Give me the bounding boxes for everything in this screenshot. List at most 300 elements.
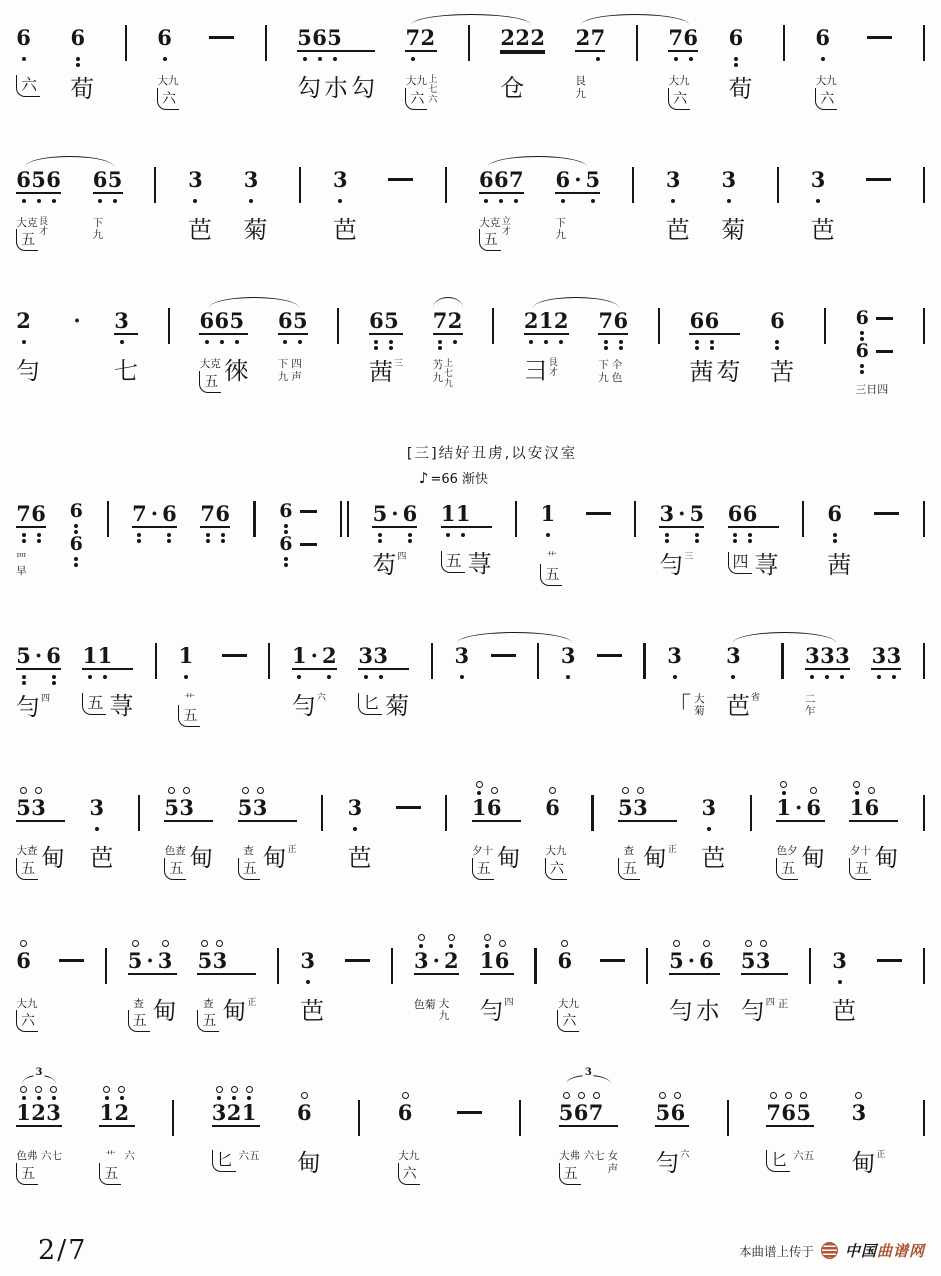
digits-row [701,795,725,822]
note-group [16,1067,62,1185]
digits-row [128,948,177,975]
tablature-text: 六五 [238,1150,260,1162]
section-label: [三]结好丑虏,以安汉室 [406,446,578,462]
lower-dots [114,335,129,349]
upper-marks [670,1092,685,1100]
score-system [16,440,925,586]
tablature-text: 茜 [827,551,852,579]
barline [727,1100,729,1136]
tablature-text: 六五 [793,1150,815,1162]
note-group [545,775,567,880]
note-digit: 6 [214,308,230,333]
lower-dots-row [89,822,113,836]
upper-marks [699,940,714,948]
note-digit: 3 [31,795,46,820]
note-group [555,158,600,242]
digits-row [333,167,357,194]
upper-marks-row [728,16,752,25]
tablature-text: 朩 [324,74,349,102]
tablature-side-char: 三 [684,552,694,562]
note-digit: 6 [16,947,31,973]
tablature-glyph-main [701,845,725,871]
octave-dot-low [37,539,41,543]
tablature-row [99,1150,135,1185]
digits-row [405,25,437,52]
harmonic-ring [770,1092,777,1099]
digits-row [669,948,720,975]
lower-dots [433,335,448,350]
tablature-row [557,998,579,1033]
tablature-glyph [851,1150,885,1176]
lower-dots [322,670,337,684]
lower-dots-row [16,194,61,208]
tablature-side-char: 四 [397,552,407,562]
octave-dot-low [37,199,41,203]
tablature-text: 勻 [740,996,765,1025]
tablature-text: 五 [483,232,498,248]
digits-row [212,1100,260,1127]
tablature-text: 艻 [432,359,444,371]
tablature-glyph-main [524,358,548,384]
octave-dot-low [205,340,209,344]
notation-line [16,634,925,728]
lower-dots-row [433,335,463,350]
note-digit: · [146,947,154,973]
tablature-glyph-main [292,693,316,719]
tablature-text: 勻 [479,996,504,1025]
lower-dots [132,528,147,543]
lower-dots-row [278,335,308,349]
tablature-glyph [212,1150,236,1172]
tablature-glyph [189,845,213,871]
octave-dot-low [389,340,393,344]
lower-dots-row [300,975,324,989]
lower-dots-row [16,670,61,685]
octave-dot-low [98,199,102,203]
lower-dots [791,822,806,836]
note-group [89,775,113,871]
tablature-text: 芭 [347,844,372,872]
lower-dots [46,670,61,685]
note-digit: 6 [545,795,560,820]
upper-marks [99,1086,114,1100]
digits-row [721,167,745,194]
lower-dots [721,194,736,208]
upper-marks [297,1092,312,1100]
tablature-glyph-main [696,998,720,1024]
note-digit: · [678,501,686,526]
octave-dot-low [816,199,820,203]
note-group [666,158,690,243]
tablature-text: 芭 [332,215,357,244]
tablature-text: 三日四 [855,383,889,396]
lower-dots [598,335,613,350]
dash-hold [877,959,902,962]
tablature-glyph [263,845,297,871]
lower-dots [480,975,495,989]
lower-dots-row [805,670,850,684]
tablature-row [659,552,704,578]
tablature-glyph-main [109,693,133,719]
barline [168,308,170,344]
note-digit: 5 [669,947,684,973]
upper-marks [669,940,684,948]
harmonic-ring [103,1086,110,1093]
barline [643,643,645,679]
octave-dot-low [167,533,171,537]
hook-stroke [776,858,798,880]
lower-dots [214,335,229,349]
note-digit: · [34,642,43,668]
lower-dots [668,52,683,66]
digits-row [668,25,698,52]
chord-note [69,534,83,567]
barline [591,795,593,831]
note-digit: 6 [162,501,177,526]
note-group [16,158,61,252]
note-digit: 5 [558,1100,574,1125]
octave-dot-low [378,533,382,537]
tablature-text: 勻 [659,551,684,579]
tablature-row [178,693,200,728]
harmonic-ring [785,1092,792,1099]
note-digit: 5 [297,25,312,50]
octave-dot-low [674,57,678,61]
tablature-text: 甸 [851,1149,876,1177]
harmonic-ring [563,1092,570,1099]
tablature-glyph [164,845,186,880]
digits-row [70,308,85,335]
tablature-text: 荀 [728,75,753,103]
lower-dots [278,335,293,349]
barline [923,501,925,537]
harmonic-ring [593,1092,600,1099]
lower-dots [561,670,576,684]
tablature-text: 早 [16,564,27,577]
tablature-glyph-main [468,551,492,577]
tablature-row [776,845,825,880]
tablature-glyph [99,1150,121,1185]
note-digit: 6 [46,166,61,192]
notation-line [16,928,925,1033]
upper-marks-row [659,492,704,501]
note-group [16,299,40,384]
octave-dot-low [333,57,337,61]
note-digit: 6 [402,501,418,526]
octave-dot-low [529,340,533,344]
lower-dots [545,822,560,836]
upper-marks-row [766,1080,814,1100]
octave-dot-low [671,199,675,203]
tablature-text: 五 [21,1165,35,1182]
score-system [16,12,925,110]
note-digit: 3 [333,166,348,192]
hook-stroke [16,1163,38,1185]
lower-dots [699,975,714,989]
octave-dot-low [338,199,342,203]
tablature-glyph [770,359,794,385]
note-group [770,299,794,385]
octave-dot-low [374,340,378,344]
note-group [689,299,740,385]
octave-dot-low [461,533,465,537]
upper-marks-row [618,775,677,795]
barline [923,1100,925,1136]
tablature-side-text [680,1150,689,1160]
eighth-note-icon: ♪ [418,468,429,487]
lower-dots [835,670,850,684]
tablature-glyph-main [398,1150,420,1185]
note-digit: 1 [455,501,471,526]
upper-marks [238,787,253,795]
digits-row [776,795,825,822]
lower-dots-row [441,528,492,542]
note-digit: 6 [613,308,629,333]
lower-dots [815,52,830,66]
chord-note [855,308,869,341]
lower-dots-row [851,1127,885,1141]
tablature-text: 色弗 [16,1150,38,1162]
lower-dots [327,52,342,66]
octave-dot-low [303,57,307,61]
tablature-glyph [618,845,640,880]
upper-marks-row [701,775,725,795]
lower-dots [398,1127,413,1141]
octave-dot-low [389,346,393,350]
digits-row [555,167,600,194]
lower-dots-row [358,670,409,684]
tablature-glyph-main [189,845,213,871]
tablature-glyph [575,75,586,100]
tablature-row [212,1150,260,1172]
tablature-row [669,998,720,1024]
lower-dots-row [93,194,123,208]
tablature-side-text [668,845,677,855]
harmonic-ring [853,781,860,788]
octave-dot-low [22,57,26,61]
note-group [16,492,46,577]
tablature-glyph [500,75,524,101]
upper-marks-row [99,1080,135,1100]
tablature-glyph [239,1150,260,1163]
note-digit: 5 [689,501,705,526]
note-digit: 6 [742,501,758,526]
tablature-side-char: 六 [680,1150,690,1160]
tablature-text: 大九 [16,997,38,1010]
tablature-text: 六 [673,90,688,107]
tablature-glyph [16,845,38,880]
note-group [93,158,123,242]
octave-dot-low [460,675,464,679]
lower-dots [456,528,471,542]
lower-dots-row [372,528,417,543]
tablature-glyph [584,1150,605,1163]
lower-dots [157,52,172,66]
lower-dots [871,670,886,684]
lower-dots [832,975,847,989]
tablature-glyph-main [157,75,179,110]
note-group [188,158,212,243]
octave-dot-low [163,57,167,61]
tablature-text: 六 [820,90,835,107]
tablature-row [199,358,248,393]
lower-dots [178,670,193,684]
barline [646,948,648,984]
tablature-glyph [369,359,403,385]
tablature-glyph-main [222,998,246,1024]
tablature-glyph [793,1150,814,1163]
digits-row [871,643,901,670]
lower-dots-row [832,975,856,989]
tablature-glyph [728,552,752,574]
lower-dots [82,670,97,684]
note-digit: 6 [494,947,510,973]
dash-hold [59,959,84,962]
tablature-glyph [468,551,492,577]
note-group [297,1080,321,1176]
tablature-glyph [778,998,789,1011]
tablature-text: 菊 [694,705,705,717]
lower-dots [689,528,704,543]
barline [824,308,826,344]
tablature-glyph [694,693,705,718]
tablature-glyph-main [333,217,357,243]
digits-row [16,643,61,670]
hook-stroke [199,371,221,393]
note-digit: 1 [440,501,456,526]
lower-dots [589,1127,604,1141]
note-digit: 6 [670,1100,686,1125]
harmonic-ring [132,940,139,947]
note-digit: 3 [667,642,682,668]
octave-dot-low [193,199,197,203]
lower-dots-row [297,52,375,66]
lower-dots-row [500,52,545,66]
lower-dots [70,335,85,349]
tablature-glyph [128,998,150,1033]
octave-dot-low [52,675,56,679]
note-digit: 3 [211,1100,227,1125]
tablature-text: 芶 [372,551,397,579]
tablature-text: 声 [607,1162,619,1175]
note-digit: 2 [114,1100,130,1125]
lower-dots-row [199,335,248,349]
lower-dots [495,975,510,989]
tempo-text: =66 渐快 [430,472,489,487]
lower-dots-row [16,822,65,836]
octave-dot-low [810,675,814,679]
tablature-row [689,359,740,385]
tablature-glyph-main [770,359,794,385]
upper-marks [851,1092,866,1100]
tablature-glyph [805,693,816,718]
tablature-side-char: 四 [765,997,775,1008]
tablature-text: 五 [169,860,184,877]
upper-marks [444,934,459,948]
upper-marks [545,787,560,795]
chord-stack [855,308,893,396]
note-digit: 6 [297,1100,312,1125]
tablature-row [89,845,113,871]
barline [632,167,634,203]
note-group [292,634,337,719]
tablature-glyph-main [70,76,94,102]
note-digit: 3 [755,947,771,973]
tablature-glyph [827,552,851,578]
barline [658,308,660,344]
note-digit: 7 [432,308,448,333]
lower-dots-row [114,335,138,349]
digits-row [238,795,297,822]
harmonic-ring [301,1092,308,1099]
hook-stroke [559,1163,581,1185]
note-digit: 6 [827,501,843,526]
tablature-row [82,693,133,719]
digits-row [655,1100,689,1127]
tablature-glyph [178,693,200,728]
lower-dots [31,194,46,208]
upper-marks-row [721,158,745,167]
lower-dots-row [668,52,698,66]
note-digit: 6 [369,308,384,333]
tablature-side-text [505,998,514,1008]
tablature-text: 大九 [668,75,690,87]
lower-dots [99,1127,114,1141]
tablature-glyph-main [16,552,27,577]
digits-row [70,25,94,52]
barline [172,1100,174,1136]
note-digit: 5 [384,308,399,333]
barline [138,795,140,831]
lower-dots [701,822,716,836]
digits-row [89,795,113,822]
tablature-glyph-main [851,1150,875,1176]
upper-marks-row [197,928,256,948]
note-digit: 5 [655,1100,671,1125]
tablature-glyph-main [540,551,562,586]
note-digit: 6 [46,642,61,668]
upper-marks-row [557,928,579,948]
barline [923,167,925,203]
note-digit: 6 [864,795,880,820]
lower-dots [89,822,104,836]
tablature-side-text [317,693,326,703]
note-digit: 6 [279,533,293,555]
upper-marks-row [188,158,212,167]
note-digit: 5 [327,25,342,50]
tablature-text: 下 [555,216,566,229]
hook-stroke [479,229,501,251]
tablature-text: 查 [133,997,144,1010]
note-digit: 6 [277,308,293,333]
tablature-glyph-main [618,845,640,880]
tablature-text: 甸 [296,1149,321,1177]
tablature-text: 五 [132,1013,147,1029]
lower-dots [669,975,684,989]
lower-dots-row [99,1127,135,1141]
octave-dot-low [120,340,124,344]
chord-note [855,341,869,374]
lower-dots [215,528,230,543]
note-digit: 5 [585,166,601,192]
tablature-glyph [291,358,302,383]
lower-dots-row [244,194,268,208]
upper-marks-row [70,16,94,25]
tablature-glyph [728,76,752,102]
octave-dot-low [514,199,518,203]
tablature-row [559,1150,619,1185]
tablature-text: 大克 [479,216,501,229]
